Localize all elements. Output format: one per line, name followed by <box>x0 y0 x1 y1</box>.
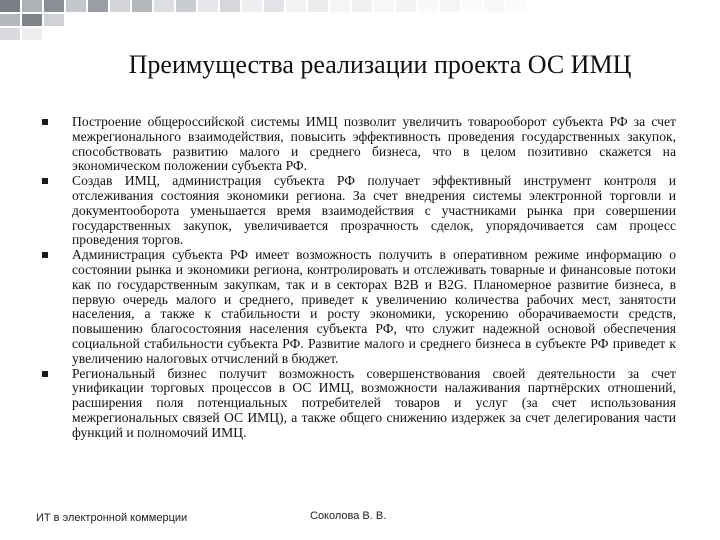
bullet-item <box>40 367 676 441</box>
bullet-text: Администрация субъекта РФ имеет возможность получить в оперативном режиме информацию о состоянии рынка и экономики региона, контролировать и отслеживать товарные и финансовые потоки как по государственным закупкам, так и в секторах B2B и B2G. Планомерное развитие бизнеса, в первую очередь малого и среднего, приведет к увеличению количества рабочих мест, занятости населения, а также к стабильности и росту экономики, ускорению оборачиваемости средств, повышению благосостояния населения субъекта РФ, что служит надежной основой обеспечения социальной стабильности субъекта РФ. Развитие малого и среднего бизнеса в субъекте РФ приведет к увеличению налоговых отчислений в бюджет. <box>72 247 676 366</box>
deco-square <box>484 0 504 12</box>
deco-square <box>22 28 42 40</box>
slide-title: Преимущества реализации проекта ОС ИМЦ <box>128 50 632 79</box>
bullet-list <box>40 115 676 441</box>
deco-square <box>242 0 262 12</box>
deco-square <box>286 0 306 12</box>
deco-square <box>22 0 42 12</box>
deco-square <box>506 0 526 12</box>
bullet-item <box>40 174 676 248</box>
deco-square <box>22 14 42 26</box>
footer-author: Соколова В. В. <box>310 510 387 522</box>
deco-square <box>154 0 174 12</box>
bullet-item <box>40 248 676 366</box>
deco-square <box>462 0 482 12</box>
deco-square <box>0 14 20 26</box>
deco-square <box>374 0 394 12</box>
bullet-text: Создав ИМЦ, администрация субъекта РФ получает эффективный инструмент контроля и отслеживания состояния экономики региона. За счет внедрения системы электронной торговли и документооборота уменьшается время взаимодействия с участниками рынка при совершении государственных закупок, увеличивается прозрачность сделок, упорядочивается сам процесс проведения торгов. <box>72 173 676 248</box>
deco-square <box>176 0 196 12</box>
square-bullet-icon <box>42 178 48 184</box>
deco-square <box>418 0 438 12</box>
square-bullet-icon <box>42 371 48 377</box>
deco-square <box>440 0 460 12</box>
footer-course-title: ИТ в электронной коммерции <box>36 512 188 524</box>
deco-square <box>198 0 218 12</box>
deco-square <box>0 0 20 12</box>
deco-square <box>330 0 350 12</box>
decorative-square-band <box>0 0 720 40</box>
deco-square <box>110 0 130 12</box>
deco-square <box>352 0 372 12</box>
bullet-text: Построение общероссийской системы ИМЦ позволит увеличить товарооборот субъекта РФ за счет межрегионального взаимодействия, повысить эффективность проведения государственных закупок, способствовать развитию малого и среднего бизнеса, что в целом позитивно скажется на экономическом положении субъекта РФ. <box>72 114 676 174</box>
deco-square <box>308 0 328 12</box>
square-bullet-icon <box>42 252 48 258</box>
deco-square <box>264 0 284 12</box>
bullet-item <box>40 115 676 174</box>
square-bullet-icon <box>42 119 48 125</box>
deco-square <box>66 0 86 12</box>
deco-square <box>44 14 64 26</box>
deco-square <box>220 0 240 12</box>
bullet-text: Региональный бизнес получит возможность совершенствования своей деятельности за счет унификации торговых процессов в ОС ИМЦ, возможности налаживания партнёрских отношений, расширения поля потенциальных потребителей товаров и услуг (за счет использования межрегиональных связей ОС ИМЦ), а также общего снижению издержек за счет делегирования части функций и полномочий ИМЦ. <box>72 365 676 440</box>
deco-square <box>44 0 64 12</box>
deco-square <box>396 0 416 12</box>
deco-square <box>0 28 20 40</box>
deco-square <box>132 0 152 12</box>
deco-square <box>88 0 108 12</box>
